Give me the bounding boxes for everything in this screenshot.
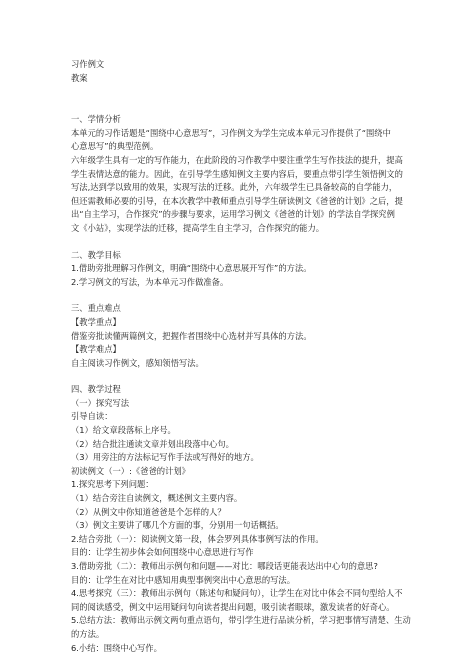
analysis-line: 文《小站》，实现学法的迁移，提高学生自主学习，合作探究的能力。 <box>71 222 325 233</box>
process-line: 目的：让学生初步体会如何围绕中心意思进行写作 <box>71 547 254 558</box>
analysis-line: 心意思写”的典型范例。 <box>71 141 159 152</box>
analysis-line: 写法,达到学以致用的效果，实现写法的迁移。此外，六年级学生已具备较高的自学能力， <box>71 182 398 193</box>
process-line: 初读例文（一）:《爸爸的计划》 <box>71 465 190 476</box>
analysis-line: 本单元的习作话题是“围绕中心意思写”，习作例文为学生完成本单元习作提供了“围绕中 <box>71 127 391 138</box>
process-list <box>71 397 414 655</box>
analysis-paragraph <box>71 127 414 236</box>
process-line: 5.总结方法：教师出示例文两句重点语句，带引学生进行品读分析，学习把事情写清楚、生动 <box>71 615 411 626</box>
section-heading-keypoints: 三、重点难点 <box>71 303 121 314</box>
process-line: （2）从例文中你知道爸爸是个怎样的人？ <box>71 506 226 517</box>
doc-subtitle: 教案 <box>71 72 88 83</box>
analysis-line: 学生表情达意的能力。因此，在引导学生感知例文主要内容后，要重点带引学生领悟例文的 <box>71 168 403 179</box>
key-point-label: 【教学重点】 <box>71 316 121 327</box>
section-heading-goals: 二、教学目标 <box>71 249 121 260</box>
section-heading-analysis: 一、学情分析 <box>71 114 121 125</box>
process-line: 4.思考探究（三）：教师出示例句（陈述句和疑问句），让学生在对比中体会不同句型给人不 <box>71 588 403 599</box>
process-line: （一）探究写法 <box>71 397 130 408</box>
section-heading-process: 四、教学过程 <box>71 384 121 395</box>
difficulty-label: 【教学难点】 <box>71 344 121 355</box>
goal-item: 1.借助旁批理解习作例文，明确“围绕中心意思展开写作”的方法。 <box>71 263 312 274</box>
analysis-line: 六年级学生具有一定的写作能力，在此阶段的习作教学中要注重学生写作技法的提升，提高 <box>71 154 403 165</box>
analysis-line: 出“自主学习，合作探究”的步骤与要求，运用学习例文《爸爸的计划》的学法自学探究例 <box>71 209 395 220</box>
analysis-line: 但还需教师必要的引导，在本次教学中教师重点引导学生研读例文《爸爸的计划》之后，提 <box>71 195 403 206</box>
process-line: 6.小结：围绕中心写作。 <box>71 642 162 653</box>
key-point-text: 借鉴旁批读懂两篇例文，把握作者围绕中心选材并写具体的方法。 <box>71 330 312 341</box>
process-line: （1）结合旁注自读例文，概述例文主要内容。 <box>71 493 243 504</box>
process-line: 同的阅读感受，例文中运用疑问句向读者提出问题，吸引读者眼球，激发读者的好奇心。 <box>71 601 395 612</box>
difficulty-text: 自主阅读习作例文，感知领悟写法。 <box>71 357 204 368</box>
process-line: （1）给文章段落标上序号。 <box>71 425 176 436</box>
process-line: （2）结合批注通读文章并划出段落中心句。 <box>71 438 234 449</box>
doc-title: 习作例文 <box>71 59 105 69</box>
process-line: （3）例文主要讲了哪几个方面的事，分别用一句话概括。 <box>71 520 284 531</box>
goal-item: 2.学习例文的写法，为本单元习作做准备。 <box>71 276 229 287</box>
process-line: 目的：让学生在对比中感知用典型事例突出中心意思的写法。 <box>71 574 296 585</box>
process-line: 3.借助旁批（二）：教师出示例句和问题——对比：哪段话更能表达出中心句的意思? <box>71 561 378 571</box>
process-line: 1.探究思考下列问题： <box>71 479 154 490</box>
process-line: 的方法。 <box>71 628 105 639</box>
process-line: 引导自读： <box>71 411 113 422</box>
process-line: 2.结合旁批（一）：阅读例文第一段，体会罗列具体事例写法的作用。 <box>71 533 324 544</box>
process-line: （3）用旁注的方法标记写作手法或写得好的地方。 <box>71 452 259 463</box>
